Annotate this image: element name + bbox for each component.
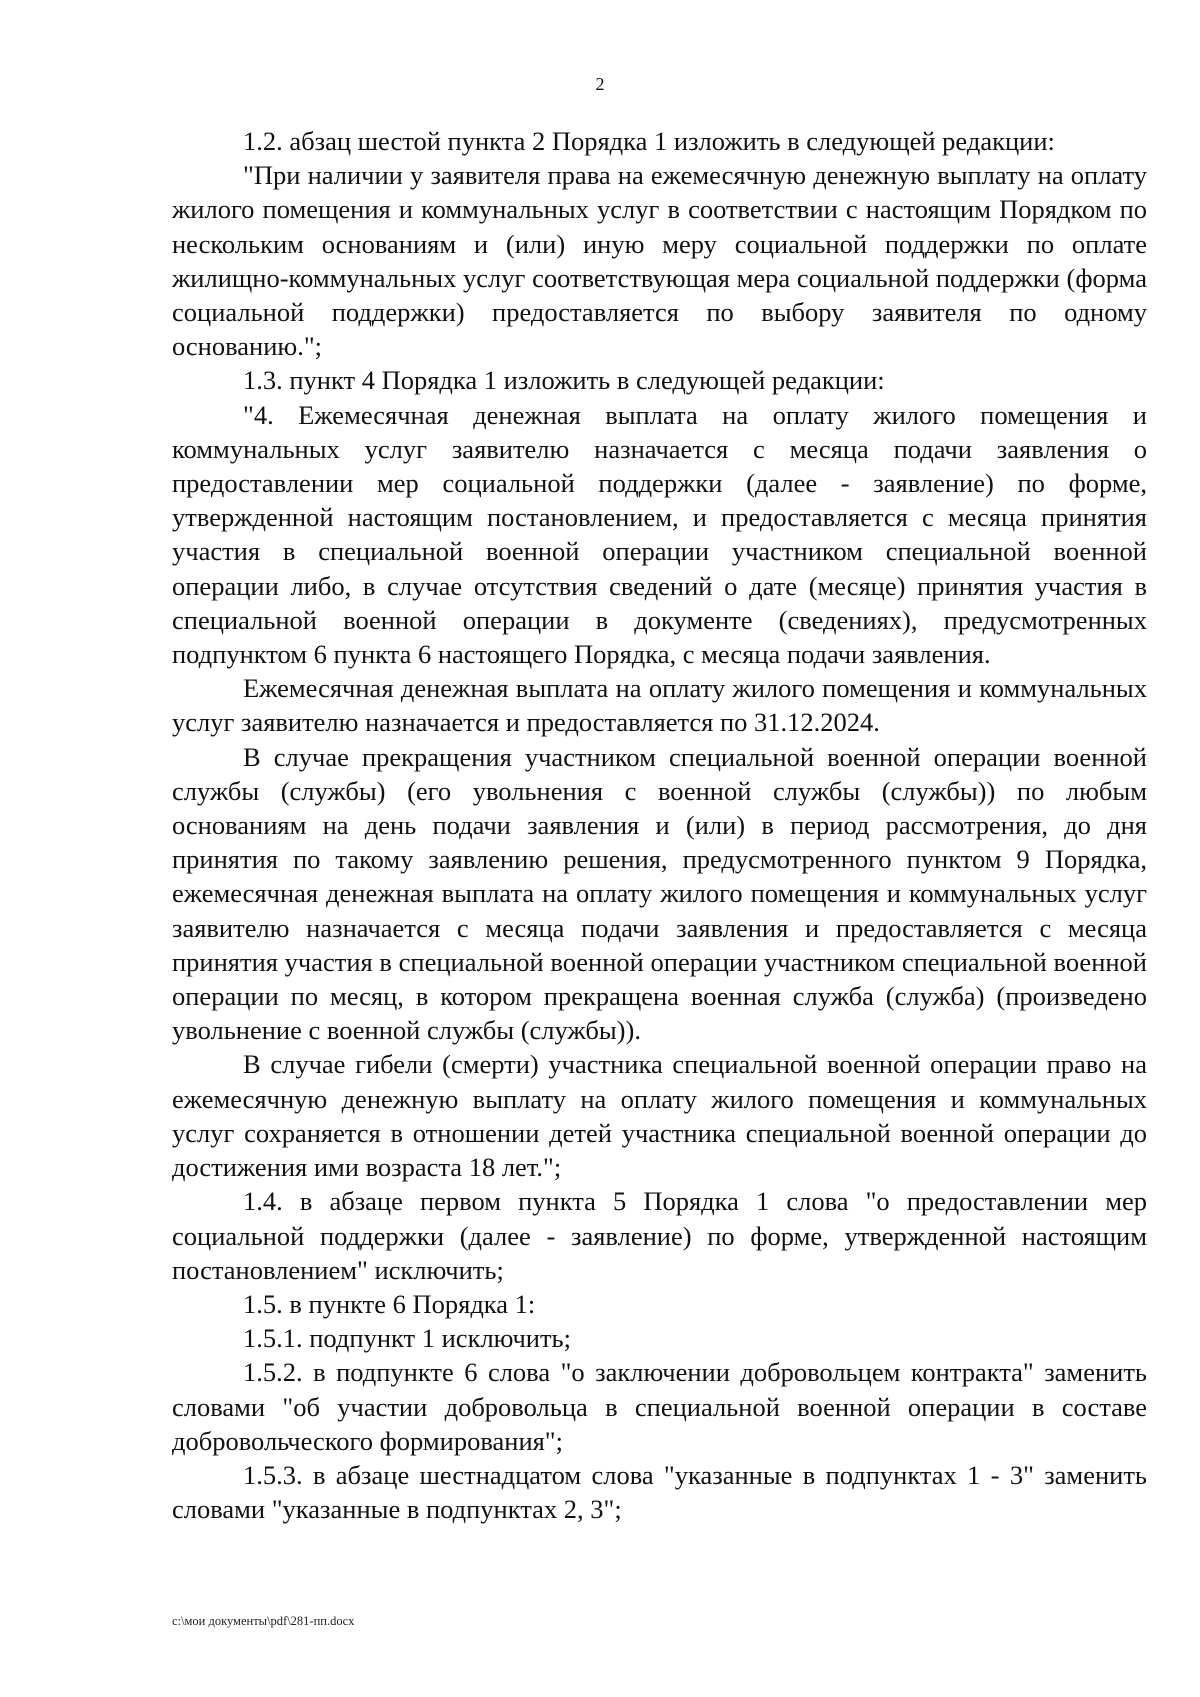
- paragraph-1-5: 1.5. в пункте 6 Порядка 1:: [243, 1288, 536, 1319]
- paragraph-1-5-3: 1.5.3. в абзаце шестнадцатом слова "указанные в подпунктах 1 - 3" заменить словами "указанные в подпунктах 2, 3";: [172, 1459, 1147, 1525]
- paragraph-1-4: 1.4. в абзаце первом пункта 5 Порядка 1 слова "о предоставлении мер социальной поддержки (далее - заявление) по форме, утвержденной настоящим постановлением" исключить;: [172, 1186, 1147, 1285]
- document-body: [172, 124, 1147, 1526]
- paragraph-1-3-text-death: В случае гибели (смерти) участника специальной военной операции право на ежемесячную денежную выплату на оплату жилого помещения и коммунальных услуг сохраняется в отношении детей участника специальной военной операции до достижения ими возраста 18 лет.";: [172, 1049, 1147, 1183]
- paragraph-1-2: 1.2. абзац шестой пункта 2 Порядка 1 изложить в следующей редакции:: [243, 126, 1055, 156]
- paragraph-1-3: 1.3. пункт 4 Порядка 1 изложить в следующей редакции:: [243, 365, 885, 396]
- paragraph-1-5-2: 1.5.2. в подпункте 6 слова "о заключении добровольцем контракта" заменить словами "об участии добровольца в специальной военной операции в составе добровольческого формирования";: [172, 1357, 1147, 1456]
- paragraph-1-5-1: 1.5.1. подпункт 1 исключить;: [243, 1323, 571, 1354]
- paragraph-1-3-text-termination: В случае прекращения участником специальной военной операции военной службы (службы) (его увольнения с военной службы (службы)) по любым основаниям на день подачи заявления и (или) в период рассмотрения, до дня принятия по такому заявлению решения, предусмотренного пунктом 9 Порядка, ежемесячная денежная выплата на оплату жилого помещения и коммунальных услуг заявителю назначается с месяца подачи заявления и предоставляется с месяца принятия участия в специальной военной операции участником специальной военной операции по месяц, в котором прекращена военная служба (служба) (произведено увольнение с военной службы (службы)).: [172, 741, 1147, 1046]
- footer-file-path: c:\мои документы\pdf\281-пп.docx: [172, 1614, 355, 1628]
- page-number: 2: [595, 74, 605, 94]
- paragraph-1-3-text-term: Ежемесячная денежная выплата на оплату жилого помещения и коммунальных услуг заявителю назначается и предоставляется по 31.12.2024.: [172, 673, 1147, 738]
- paragraph-1-2-text: "При наличии у заявителя права на ежемесячную денежную выплату на оплату жилого помещения и коммунальных услуг в соответствии с настоящим Порядком по нескольким основаниям и (или) иную меру социальной поддержки по оплате жилищно-коммунальных услуг соответствующая мера социальной поддержки (форма социальной поддержки) предоставляется по выбору заявителя по одному основанию.";: [172, 160, 1147, 362]
- paragraph-1-3-text-point-4: "4. Ежемесячная денежная выплата на оплату жилого помещения и коммунальных услуг заявителю назначается с месяца подачи заявления о предоставлении мер социальной поддержки (далее - заявление) по форме, утвержденной настоящим постановлением, и предоставляется с месяца принятия участия в специальной военной операции участником специальной военной операции либо, в случае отсутствия сведений о дате (месяце) принятия участия в специальной военной операции в документе (сведениях), предусмотренных подпунктом 6 пункта 6 настоящего Порядка, с месяца подачи заявления.: [172, 399, 1147, 670]
